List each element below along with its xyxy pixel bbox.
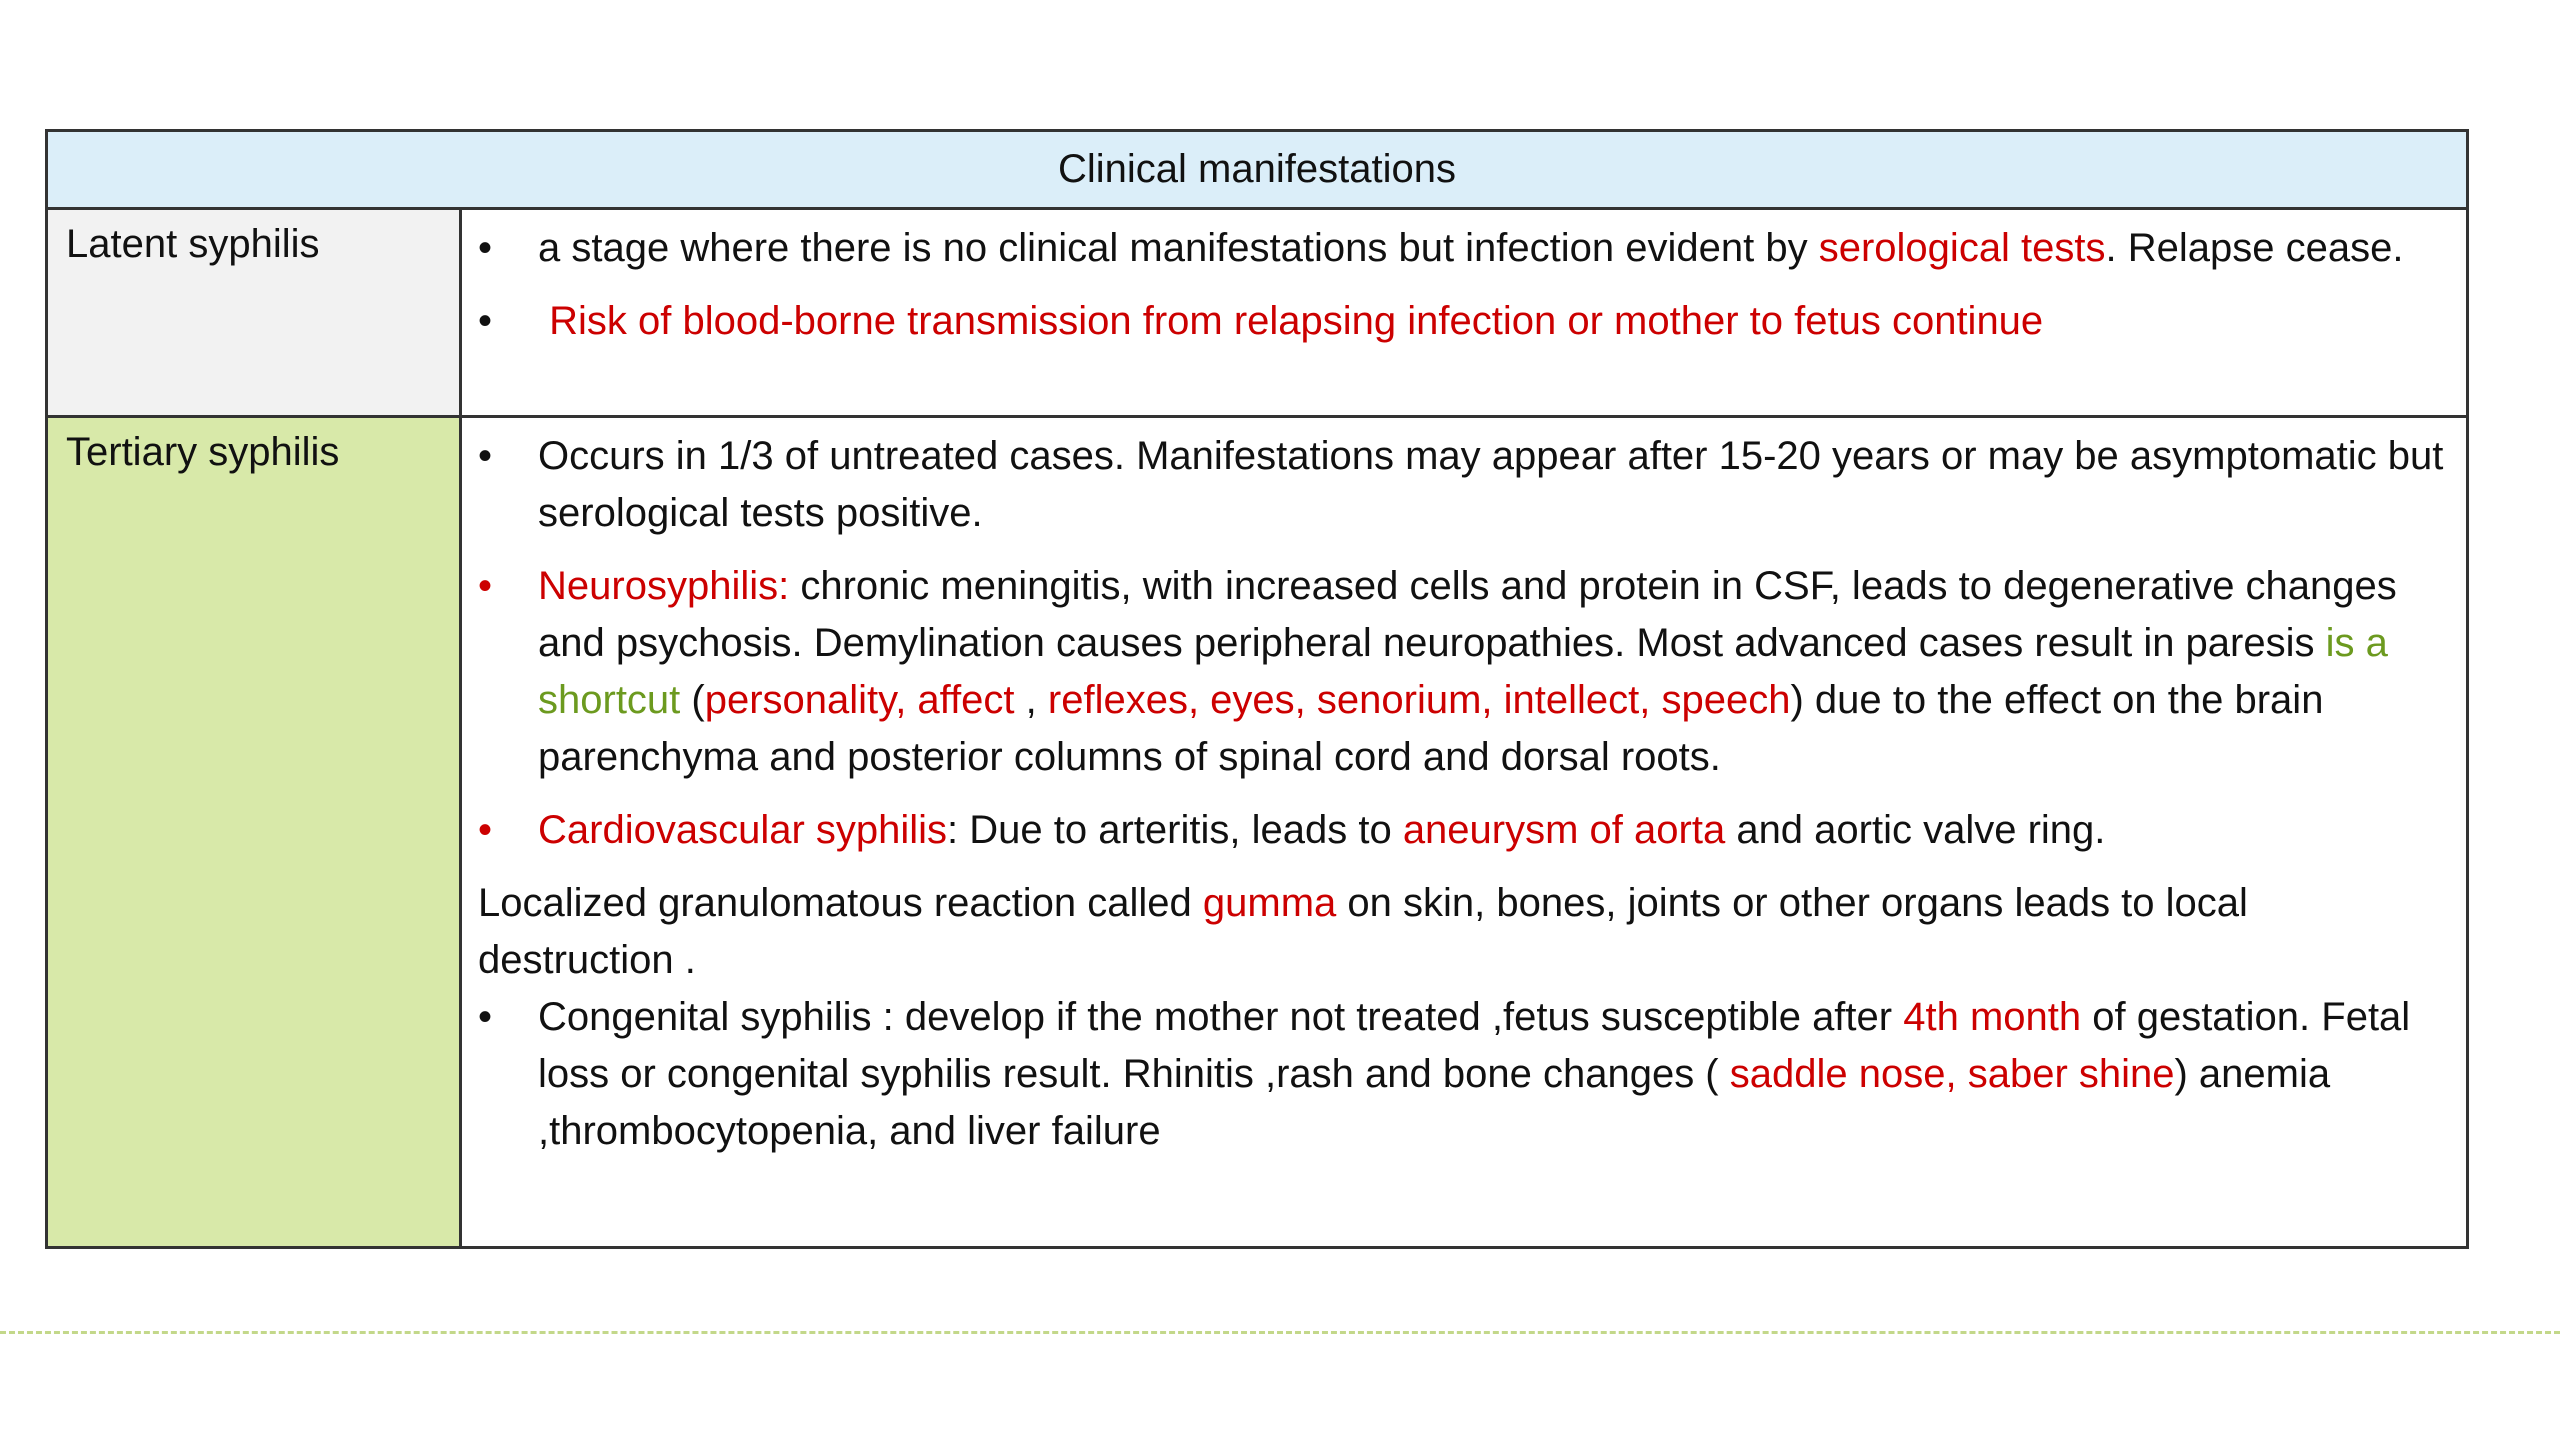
transmission-risk-text: Risk of blood-borne transmission from relapsing infection or mother to fetus continue [538, 299, 2044, 343]
latent-syphilis-label: Latent syphilis [48, 210, 462, 418]
bullet-marker: • [478, 564, 493, 608]
shortcut-note: is a shortcut [538, 621, 2388, 722]
bullet-marker: • [478, 226, 493, 270]
bullet-marker: • [478, 434, 493, 478]
gumma-term: gumma [1202, 881, 1337, 925]
neurosyphilis-bullet: • Neurosyphilis: chronic meningitis, with increased cells and protein in CSF, leads to degenerative changes and psychosis. Demylination causes peripheral neuropathies. Most advanced cases result in paresis is a shortcut (personality, affect , reflexes, eyes, senorium, intellect, speech) due to the effect on the brain parenchyma and posterior columns of spinal cord and dorsal roots. [478, 558, 2446, 786]
footer-dashed-divider [0, 1331, 2560, 1334]
table-header: Clinical manifestations [48, 132, 2466, 210]
cardiovascular-bullet: • Cardiovascular syphilis: Due to arteritis, leads to aneurysm of aorta and aortic valve ring. [478, 802, 2446, 859]
clinical-manifestations-table [45, 129, 2469, 1249]
latent-bullet-2 [478, 293, 2446, 350]
tertiary-syphilis-content [462, 418, 2466, 1246]
tertiary-bullet-1: • Occurs in 1/3 of untreated cases. Manifestations may appear after 15-20 years or may be asymptomatic but serological tests positive. [478, 428, 2446, 542]
latent-syphilis-content [462, 210, 2466, 418]
cardiovascular-term: Cardiovascular syphilis [538, 808, 948, 852]
congenital-bullet: • Congenital syphilis : develop if the mother not treated ,fetus susceptible after 4th month of gestation. Fetal loss or congenital syphilis result. Rhinitis ,rash and bone changes ( saddle nose, saber shine) anemia ,thrombocytopenia, and liver failure [478, 989, 2446, 1160]
latent-bullet-1: • a stage where there is no clinical manifestations but infection evident by serological tests. Relapse cease. [478, 220, 2446, 277]
bullet-marker: • [478, 995, 493, 1039]
bullet-marker: • [478, 299, 493, 343]
neurosyphilis-term: Neurosyphilis: [538, 564, 790, 608]
serological-tests-highlight: serological tests [1818, 226, 2106, 270]
tertiary-syphilis-label: Tertiary syphilis [48, 418, 462, 1246]
bullet-marker: • [478, 808, 493, 852]
gumma-paragraph: Localized granulomatous reaction called gumma on skin, bones, joints or other organs leads to local destruction . [478, 881, 2248, 982]
